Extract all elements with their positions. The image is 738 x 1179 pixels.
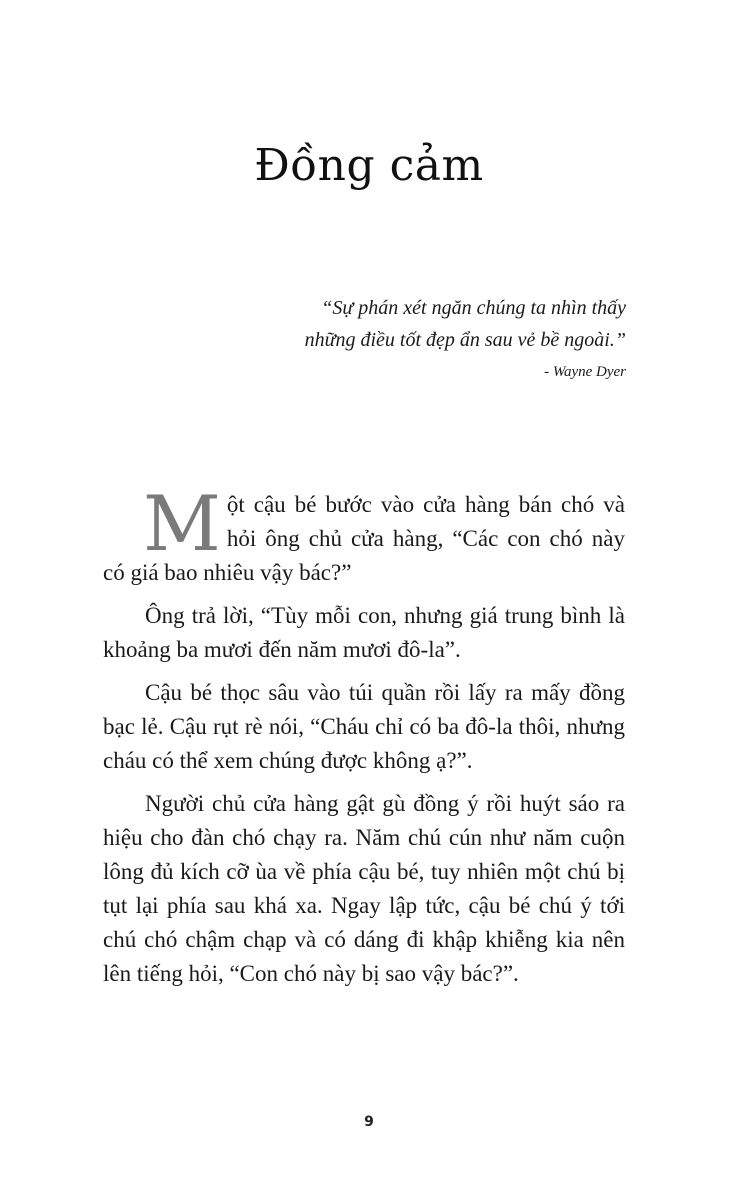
paragraph-3: Cậu bé thọc sâu vào túi quần rồi lấy ra mấy đồng bạc lẻ. Cậu rụt rè nói, “Cháu chỉ có ba đô-la thôi, nhưng cháu có thể xem chúng được không ạ?”. [103, 680, 625, 773]
paragraph-2: Ông trả lời, “Tùy mỗi con, nhưng giá trung bình là khoảng ba mươi đến năm mươi đô-la”. [103, 603, 625, 662]
chapter-body [103, 479, 625, 1000]
page-number: 9 [364, 1114, 374, 1130]
epigraph-line-1: “Sự phán xét ngăn chúng ta nhìn thấy [321, 297, 626, 319]
paragraph-4: Người chủ cửa hàng gật gù đồng ý rồi huýt sáo ra hiệu cho đàn chó chạy ra. Năm chú cún như năm cuộn lông đủ kích cỡ ùa về phía cậu bé, tuy nhiên một chú bị tụt lại phía sau khá xa. Ngay lập tức, cậu bé chú ý tới chú chó chậm chạp và có dáng đi khập khiễng kia nên lên tiếng hỏi, “Con chó này bị sao vậy bác?”. [103, 791, 625, 986]
epigraph-line-2: những điều tốt đẹp ẩn sau vẻ bề ngoài.” [304, 329, 626, 351]
paragraph-1 [103, 479, 625, 590]
drop-cap: M [143, 479, 221, 568]
epigraph-quote [305, 292, 626, 386]
chapter-title: Đồng cảm [254, 140, 484, 191]
epigraph-author: - Wayne Dyer [544, 364, 626, 380]
paragraph-1-text: ột cậu bé bước vào cửa hàng bán chó và hỏi ông chủ cửa hàng, “Các con chó này có giá bao nhiêu vậy bác?” [103, 492, 625, 585]
